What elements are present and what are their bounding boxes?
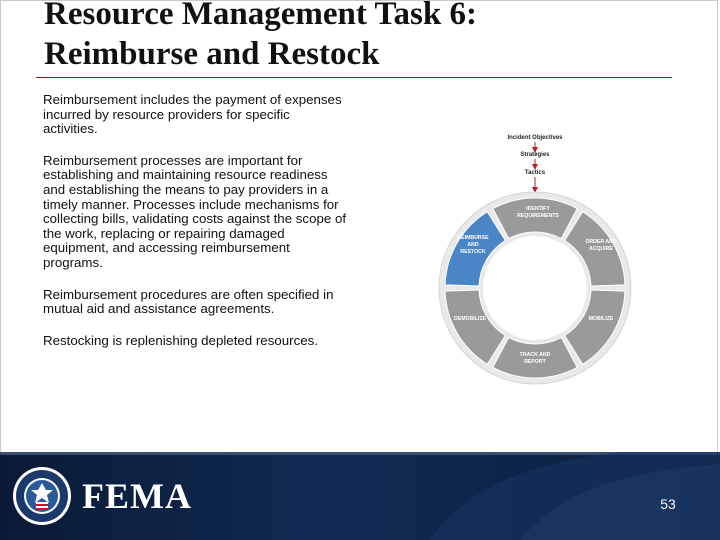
footer-bar: [0, 452, 720, 540]
resource-management-cycle-diagram: [430, 128, 640, 388]
paragraph-reimbursement-procedures: Reimbursement procedures are often specified in mutual aid and assistance agreements.: [43, 286, 334, 317]
track-label-2: REPORT: [524, 359, 546, 365]
identify-label-1: IDENTIFY: [526, 206, 550, 212]
title-underline: [36, 77, 672, 78]
cycle-diagram-svg: [430, 128, 640, 388]
dhs-seal-icon: [12, 466, 72, 526]
page-number: 53: [660, 496, 676, 512]
identify-label-2: REQUIREMENTS: [517, 213, 559, 219]
body-text: [43, 93, 348, 365]
paragraph-reimbursement-definition: Reimbursement includes the payment of expenses incurred by resource providers for specific activities.: [43, 92, 342, 137]
reimburse-label-1: REIMBURSE: [457, 235, 489, 241]
slide-title: [44, 0, 644, 74]
order-label-2: ACQUIRE: [589, 246, 613, 252]
fema-logo-text: FEMA: [82, 476, 192, 516]
cycle-center: [483, 236, 587, 340]
reimburse-label-2: AND: [467, 242, 479, 248]
tactics-label: Tactics: [524, 170, 546, 176]
title-line-2: Reimburse and Restock: [44, 36, 380, 72]
mobilize-label: MOBILIZE: [588, 316, 614, 322]
order-label-1: ORDER AND: [585, 239, 617, 245]
paragraph-reimbursement-processes: Reimbursement processes are important for establishing and maintaining resource readiness and establishing the means to pay providers in a timely manner. Processes include mechanisms for collecting bills, validating costs against the scope of the work, replacing or repairing damaged equipment, and accessing reimbursement programs.: [43, 152, 347, 270]
track-label-1: TRACK AND: [519, 352, 551, 358]
incident-objectives-label: Incident Objectives: [507, 135, 563, 141]
paragraph-restocking: Restocking is replenishing depleted resources.: [43, 332, 318, 348]
title-line-1: Resource Management Task 6:: [44, 0, 477, 32]
strategies-label: Strategies: [520, 152, 550, 158]
reimburse-label-3: RESTOCK: [460, 249, 486, 255]
demobilize-label: DEMOBILIZE: [454, 316, 486, 322]
